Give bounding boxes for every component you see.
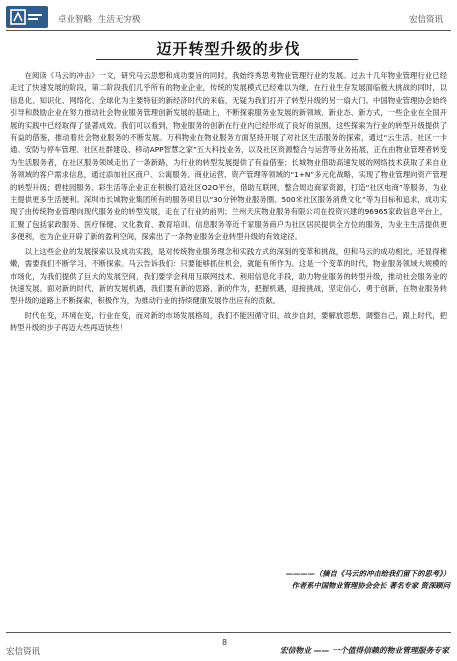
logo-mark-icon <box>10 8 44 26</box>
header-slogan-2: 生活无穷极 <box>98 15 141 25</box>
paragraph-2: 以上这些企业的发展探索以及成功实践，是对传统物业服务理念和实践方式的深刻的变革和挑战，但和马云的成功相比，还显得稚嫩，需要我们不断学习、不断探索。马云告诉我们：只要能够抓住机会，就能有所作为。这是一个变革的时代，物业服务领域大规模的市场化，为我们提供了巨大的发展空间，我们要学会利用互联网技术、利用信息化手段，助力物业服务的转型升级，推动社会服务业的快速发展。面对新的时代，新的发展机遇，我们要有新的思路、新的作为，把握机遇，迎接挑战，坚定信心，勇于创新，在物业服务转型升级的道路上不断探索，积极作为，为推动行业的持续健康发展作出应有的贡献。 <box>10 246 447 306</box>
header-divider <box>6 30 451 31</box>
footer-publication-name: 宏信资讯 <box>6 647 41 657</box>
signature-source: ————（摘自《马云的冲击给我们留下的思考》） <box>285 569 450 578</box>
footer-divider <box>6 632 451 633</box>
header-publication-name: 宏信资讯 <box>408 15 443 25</box>
signature-author: 作者系中国物业管理协会会长 著名专家 资深顾问 <box>291 581 450 590</box>
footer-slogan: 宏信物业 —— 一个值得信赖的物业管理服务专家 <box>279 646 449 655</box>
paragraph-1: 在阅读《马云的冲击》一文，研究马云思想和成功要旨的同时，我始终秀思考物业管理行业的发展。过去十几年物业管理行业已经走过了快速发展的阶段，第二阶段我们几乎所有的物业企业，传统的发展模式已经难以为继，在行业生存发展面临极大挑战的同时，以信息化、知识化、网络化、全球化为主要特征的新经济时代的来临，无疑为我们打开了转型升级的另一扇大门。中国物业管理协会始终引导和鼓励企业在努力推动社会物业服务管理创新发展的基础上，不断探索服务业发展的新领域、新业态、新方式，一些企业在全国开展的实践中已经取得了显著成效。我们可以看到，物业服务的创新在行业内已经形成了良好的氛围，这些探索为行业的转型升级提供了有益的借鉴，推动着社会物业服务的不断发展。万科物业在物业服务方面坚持开展了对社区生活服务的探索，通过“云生活、社区一卡通、安防与停车管理、社区社群建设、移动APP智慧之家”五大科技业务，以及社区资源整合与运营等业务拓展，正在由物业管理者转变为生活服务者，在社区服务领域走出了一条新路，为行业的转型发展提供了有益借鉴；长城物业借助高速发展的网络技术获取了来自业务领域的客户需求信息，通过添加社区商户、公寓服务、商业运营、资产管理等领域的“1+N”多元化战略，实现了物业管理向资产管理的转型升级；碧桂园服务、彩生活等企业正在积极打造社区O2O平台，借助互联网，整合周边商家资源，打造“社区电商”等服务，为业主提供更多生活便利。深圳市长城物业集团所有的服务项目以“30分钟物业服务圈、500米社区服务消费文化”等为目标和追求，成功实现了由传统物业管理向现代服务业的转型发展，走在了行业的前列；兰州天庆物业服务有限公司在投资兴建的96965家政信息平台上，汇聚了包括家政服务、医疗保健、文化教育、教育培训、信息服务等近千家服务商户为社区居民提供全方位的服务，为业主生活提供更多便利，也为企业开辟了新的盈利空间，探索出了一条物业服务企业转型升级的有效途径。 <box>10 71 447 242</box>
paragraph-3: 时代在变，环境在变，行业在变，而对新的市场发展格局，我们不能因循守旧、故步自封，要解放思想、调整自己，跟上时代，把转型升级的步子再迈大些再迈快些！ <box>10 310 447 333</box>
page-header <box>0 0 457 32</box>
company-logo <box>6 6 48 28</box>
article-body <box>10 70 447 337</box>
article-signature <box>10 568 450 592</box>
title-underline <box>96 59 358 60</box>
header-slogan-1: 卓业智略 <box>58 15 93 25</box>
article-title: 迈开转型升级的步伐 <box>156 40 301 58</box>
page-number: 8 <box>222 638 228 647</box>
